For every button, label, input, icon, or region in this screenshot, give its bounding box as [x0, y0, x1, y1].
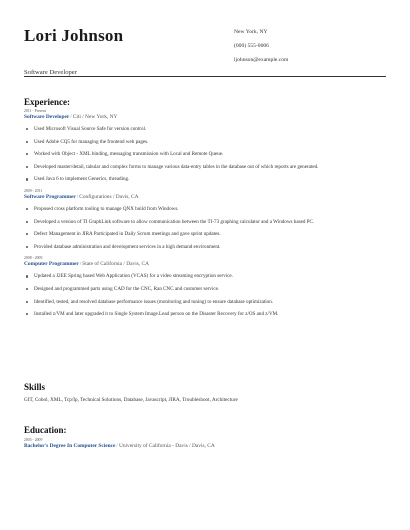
job-position: Software Developer: [24, 114, 70, 120]
candidate-title: Software Developer: [24, 69, 77, 76]
job-dates: 2008 - 2009: [24, 256, 43, 261]
header-divider: [24, 76, 386, 77]
list-item: Identified, tested, and resolved database performance issues (monitoring and tuning) to ensure database optimization.: [24, 299, 386, 305]
contact-location: New York, NY: [234, 29, 268, 35]
list-item: Defect Management in JIRA Participated in Daily Scrum meetings and gave sprint updates.: [24, 231, 386, 237]
job-bullets: [24, 273, 386, 317]
list-item: Worked with Object - XML binding, messaging transmission with Local and Remote Queue.: [24, 151, 386, 157]
job-position: Computer Programmer: [24, 261, 79, 268]
job-bullets: [24, 206, 386, 250]
list-item: Designed and programmed parts using CAD for the CNC, Ran CNC and customer service.: [24, 286, 386, 292]
job-org: Citi / New York, NY: [72, 114, 118, 120]
list-item: Updated a J2EE Spring based Web Application (VCAS) for a video streaming encryption service.: [24, 273, 386, 279]
job-bullets: [24, 126, 386, 182]
education-org: University of California - Davis / Davis, CA: [118, 443, 215, 449]
contact-email[interactable]: ljohnson@example.com: [234, 57, 289, 63]
list-item: Used Adobe CQ5 for managing the frontend web pages.: [24, 139, 386, 145]
skills-section: [24, 382, 386, 403]
job-entry: [24, 256, 386, 317]
role-separator: /: [70, 114, 72, 120]
list-item: Installed z/VM and later upgraded it to Single System Image.Lead person on the Disaster Recovery for z/OS and z/VM.: [24, 311, 386, 317]
role-separator: /: [116, 443, 118, 449]
skills-heading: Skills: [24, 382, 46, 392]
list-item: Provided database administration and development services in a high demand environment.: [24, 244, 386, 250]
education-entry: [24, 443, 386, 450]
job-position: Software Programmer: [24, 193, 76, 200]
skills-list: GIT, Cobol, XML, Tcp/Ip, Technical Solutions, Database, Javascript, JIRA, Troubleshoot, Architecture: [24, 397, 238, 403]
role-separator: /: [79, 261, 82, 268]
job-role: [24, 261, 386, 268]
list-item: Used Java 6 to implement Generics, threading.: [24, 176, 386, 182]
list-item: Proposed cross platform tooling to manage QNX build from Windows.: [24, 206, 386, 212]
job-dates: 2011 - Present: [24, 109, 46, 113]
job-dates: 2009 - 2011: [24, 188, 43, 193]
resume-header: [24, 26, 386, 78]
education-degree: Bachelor's Degree In Computer Science: [24, 443, 116, 449]
education-heading: Education:: [24, 425, 67, 435]
job-org: Configurations / Davis, CA: [79, 193, 139, 200]
job-role: [24, 194, 386, 201]
list-item: Developed master/detail, tabular and complex forms to manage various data-entry tables in the database out of which reports are generated.: [24, 164, 386, 170]
list-item: Developed a version of TI GraphLink software to allow communication between the TI-73 graphing calculator and a Windows based PC.: [24, 219, 386, 225]
list-item: Used Microsoft Visual Source Safe for version control.: [24, 126, 386, 132]
role-separator: /: [76, 193, 79, 200]
job-role: [24, 114, 386, 121]
contact-phone: (000) 555-0006: [234, 43, 269, 49]
experience-section: [24, 97, 386, 324]
candidate-name: Lori Johnson: [24, 26, 124, 45]
education-section: [24, 425, 386, 450]
education-dates: 2005 - 2009: [24, 438, 43, 442]
job-org: State of California / Davis, CA: [82, 261, 150, 268]
job-entry: [24, 109, 386, 182]
contact-info: [234, 29, 288, 71]
experience-heading: Experience:: [24, 97, 70, 107]
job-entry: [24, 189, 386, 250]
